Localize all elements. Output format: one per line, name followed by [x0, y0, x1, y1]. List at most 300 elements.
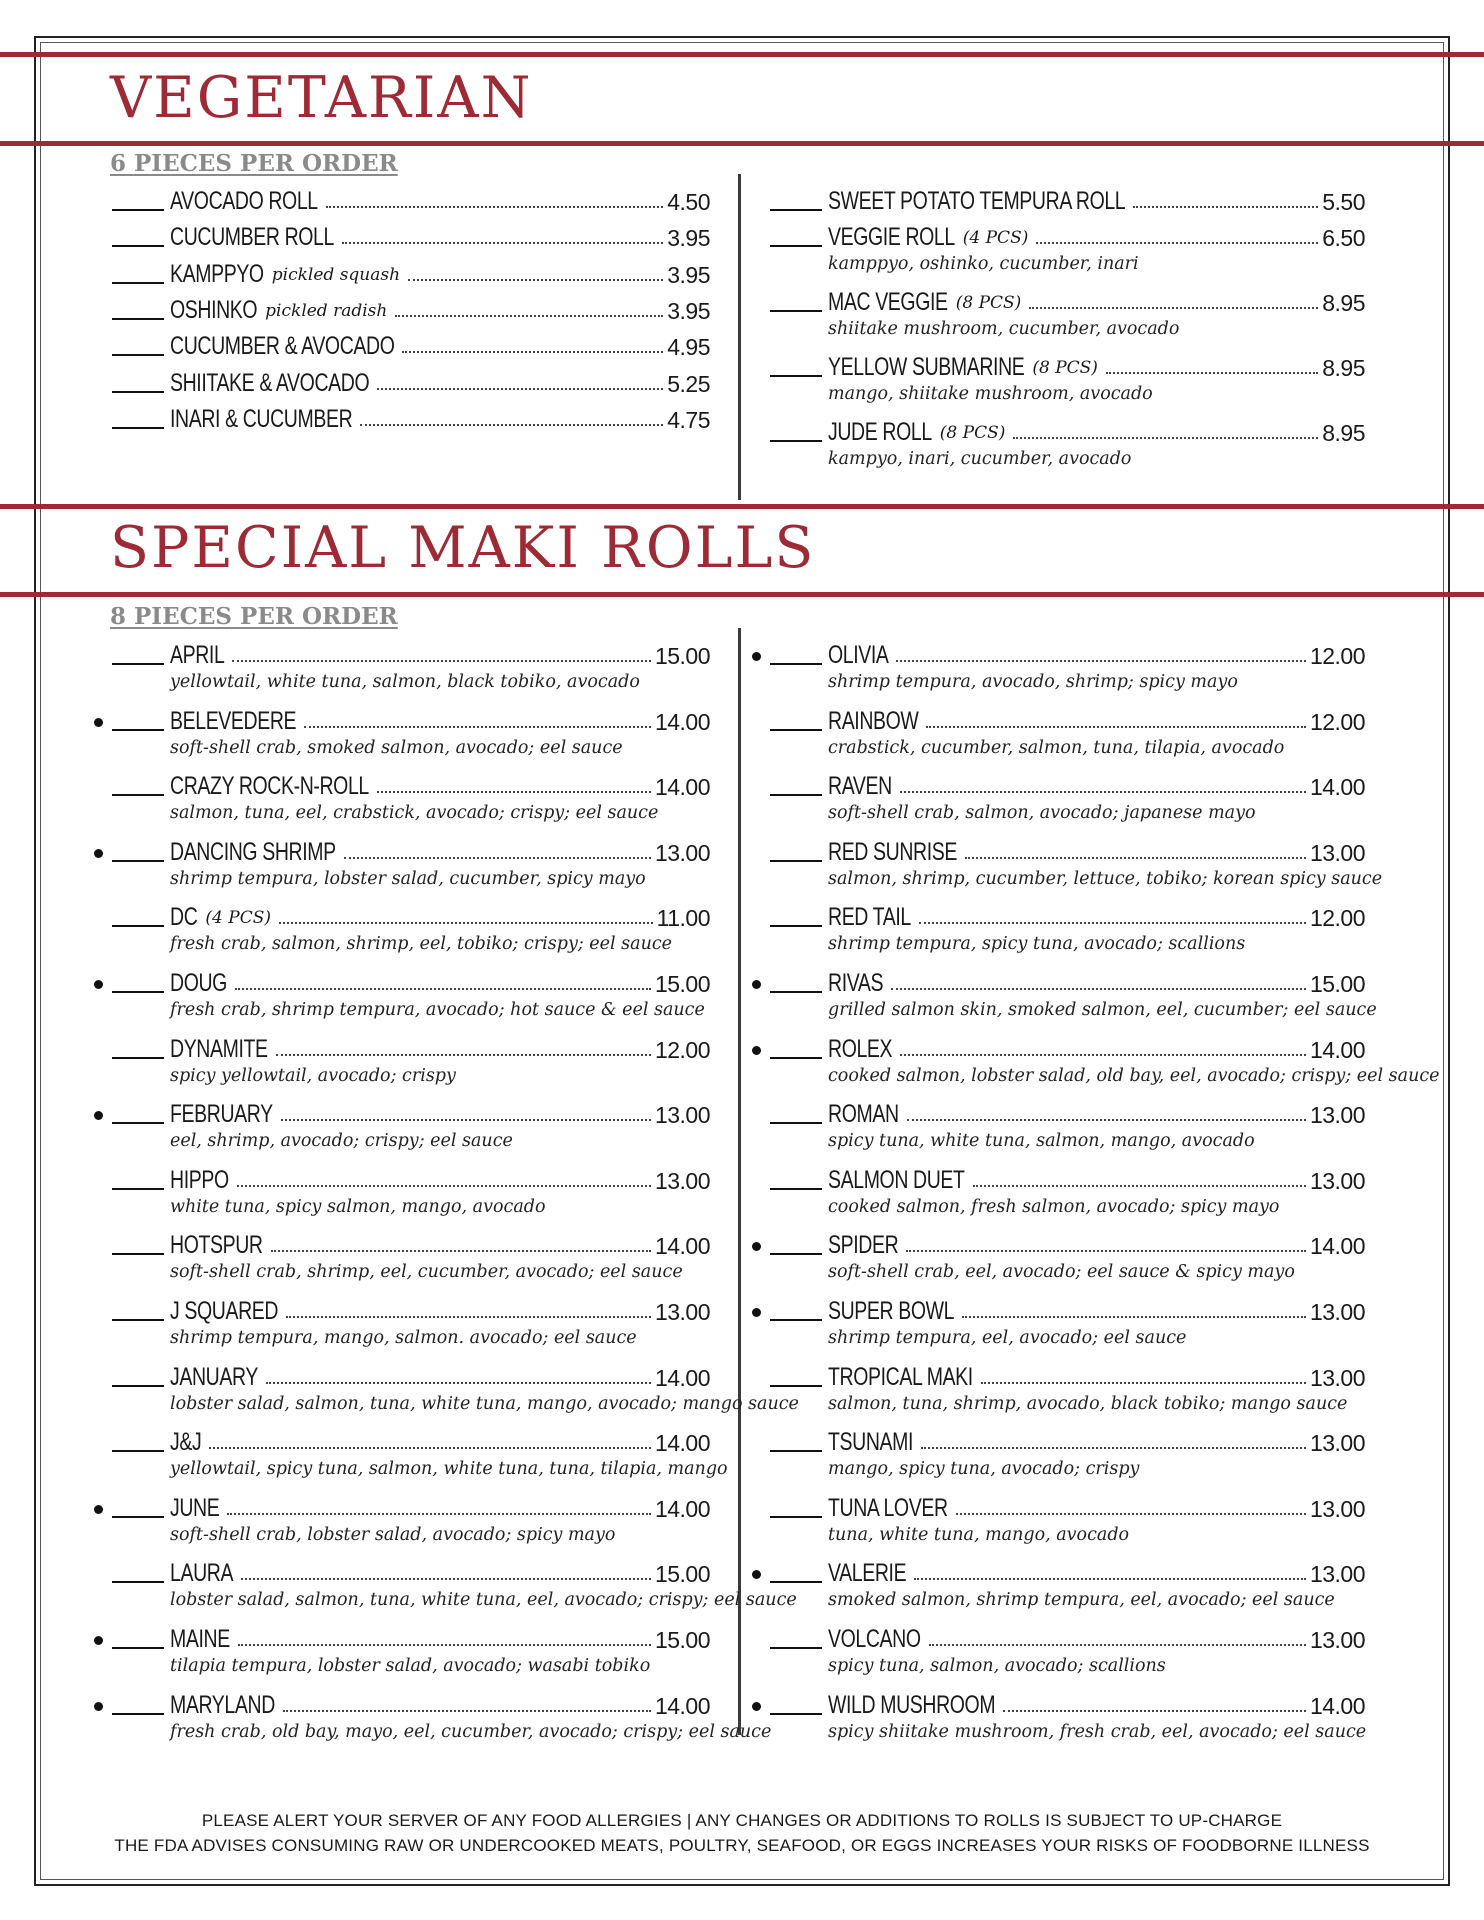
menu-item-salmon-duet	[768, 1161, 1365, 1223]
menu-item-row	[828, 1161, 1365, 1193]
menu-item-inari-and-cucumber	[110, 400, 710, 462]
menu-item-price: 4.75	[667, 406, 710, 433]
quantity-blank-line	[112, 209, 164, 211]
dot-leader	[279, 922, 653, 924]
menu-item-valerie	[768, 1554, 1365, 1616]
menu-item-price: 15.00	[1309, 971, 1365, 997]
menu-item-name: OSHINKO	[170, 295, 258, 324]
menu-item-name: DC	[170, 903, 198, 932]
dot-leader	[921, 1447, 1306, 1449]
menu-item-row	[170, 1358, 710, 1390]
menu-item-price: 5.25	[667, 370, 710, 397]
menu-item-description: smoked salmon, shrimp tempura, eel, avocado; eel sauce	[828, 1590, 1335, 1611]
quantity-blank-line	[112, 1188, 164, 1190]
quantity-blank-line	[770, 991, 822, 993]
vegetarian-title: VEGETARIAN	[110, 65, 533, 131]
quantity-blank-line	[770, 375, 822, 377]
menu-item-name: OLIVIA	[828, 641, 889, 669]
menu-item-name: MAINE	[170, 1625, 230, 1653]
menu-item-row	[828, 898, 1365, 930]
menu-item-description: spicy tuna, white tuna, salmon, mango, avocado	[828, 1131, 1255, 1152]
menu-item-price: 15.00	[654, 1561, 710, 1588]
featured-bullet-icon	[94, 718, 103, 727]
dot-leader	[1106, 372, 1318, 374]
menu-item-row	[170, 1620, 710, 1652]
menu-item-row	[828, 182, 1365, 214]
menu-item-name: HIPPO	[170, 1165, 229, 1194]
menu-item-price: 12.00	[1309, 643, 1365, 669]
menu-item-description: mango, spicy tuna, avocado; crispy	[828, 1459, 1140, 1480]
menu-item-row	[170, 1030, 710, 1062]
menu-item-description: fresh crab, old bay, mayo, eel, cucumber, avocado; crispy; eel sauce	[170, 1721, 772, 1742]
menu-item-price: 8.95	[1322, 290, 1365, 316]
menu-item-price: 4.50	[667, 189, 710, 215]
menu-item-dynamite	[110, 1030, 710, 1092]
menu-item-price: 14.00	[1309, 1233, 1365, 1260]
dot-leader	[344, 857, 651, 859]
dot-leader	[907, 1119, 1306, 1121]
quantity-blank-line	[770, 1057, 822, 1059]
menu-item-price: 13.00	[654, 839, 710, 866]
menu-item-row	[170, 1554, 710, 1586]
dot-leader	[896, 660, 1306, 662]
quantity-blank-line	[770, 729, 822, 731]
menu-item-name: JANUARY	[170, 1362, 258, 1391]
menu-item-red-sunrise	[768, 833, 1383, 895]
menu-item-maryland	[110, 1686, 772, 1748]
menu-item-rivas	[768, 964, 1377, 1026]
menu-item-price: 13.00	[1309, 1167, 1365, 1194]
menu-item-row	[170, 400, 710, 432]
quantity-blank-line	[770, 860, 822, 862]
menu-item-description: soft-shell crab, smoked salmon, avocado; eel sauce	[170, 737, 623, 758]
menu-item-laura	[110, 1554, 797, 1616]
dot-leader	[962, 1316, 1306, 1318]
menu-item-price: 5.50	[1322, 189, 1365, 215]
featured-bullet-icon	[752, 1308, 761, 1317]
quantity-blank-line	[112, 282, 164, 284]
dot-leader	[238, 1644, 651, 1646]
dot-leader	[906, 1250, 1306, 1252]
menu-item-description: yellowtail, white tuna, salmon, black tobiko, avocado	[170, 672, 640, 692]
menu-item-olivia	[768, 636, 1365, 698]
menu-item-name: SUPER BOWL	[828, 1297, 955, 1325]
menu-item-price: 3.95	[667, 297, 710, 324]
menu-item-row	[170, 255, 710, 287]
special-rule-bottom	[0, 592, 1484, 597]
menu-item-row	[828, 1423, 1365, 1455]
quantity-blank-line	[112, 1647, 164, 1649]
menu-item-description: tuna, white tuna, mango, avocado	[828, 1524, 1130, 1545]
menu-item-row	[828, 1686, 1365, 1718]
dot-leader	[929, 1644, 1306, 1646]
menu-item-row	[828, 348, 1365, 380]
menu-item-description: salmon, tuna, eel, crabstick, avocado; crispy; eel sauce	[170, 803, 659, 824]
menu-item-row	[170, 1226, 710, 1258]
menu-item-red-tail	[768, 898, 1365, 960]
menu-item-price: 14.00	[1309, 774, 1365, 801]
menu-item-name: WILD MUSHROOM	[828, 1690, 996, 1719]
dot-leader	[973, 1185, 1306, 1187]
menu-item-price: 11.00	[656, 905, 710, 932]
quantity-blank-line	[112, 391, 164, 393]
menu-item-row	[170, 833, 710, 865]
menu-item-row	[828, 964, 1365, 996]
menu-item-row	[170, 182, 710, 214]
menu-item-description: mango, shiitake mushroom, avocado	[828, 384, 1153, 404]
menu-item-row	[828, 218, 1365, 250]
menu-item-price: 3.95	[667, 261, 710, 288]
dot-leader	[956, 1513, 1306, 1515]
menu-item-maine	[110, 1620, 710, 1682]
featured-bullet-icon	[752, 652, 761, 661]
menu-item-row	[828, 702, 1365, 734]
menu-item-row	[170, 327, 710, 359]
dot-leader	[304, 726, 651, 728]
dot-leader	[266, 1382, 651, 1384]
menu-item-description: salmon, shrimp, cucumber, lettuce, tobiko; korean spicy sauce	[828, 868, 1383, 889]
fda-advisory: THE FDA ADVISES CONSUMING RAW OR UNDERCOOKED MEATS, POULTRY, SEAFOOD, OR EGGS INCREASES YOUR RISKS OF FOODBORNE ILLNESS	[114, 1836, 1370, 1855]
menu-item-row	[828, 833, 1365, 865]
menu-item-name: ROMAN	[828, 1100, 899, 1129]
dot-leader	[286, 1316, 651, 1318]
dot-leader	[914, 1578, 1306, 1580]
menu-item-name: RED TAIL	[828, 903, 911, 932]
quantity-blank-line	[770, 1581, 822, 1583]
menu-item-note: pickled radish	[265, 300, 388, 321]
menu-item-price: 14.00	[654, 1430, 710, 1457]
menu-item-description: lobster salad, salmon, tuna, white tuna, mango, avocado; mango sauce	[170, 1393, 799, 1414]
quantity-blank-line	[112, 794, 164, 796]
dot-leader	[1003, 1710, 1306, 1712]
menu-item-name: YELLOW SUBMARINE	[828, 353, 1025, 381]
menu-item-price: 13.00	[1309, 1364, 1365, 1391]
vegetarian-rule-top	[0, 52, 1484, 57]
dot-leader	[395, 315, 663, 317]
dot-leader	[235, 988, 651, 990]
menu-item-description: soft-shell crab, shrimp, eel, cucumber, avocado; eel sauce	[170, 1262, 683, 1283]
quantity-blank-line	[112, 1713, 164, 1715]
menu-item-row	[170, 702, 710, 734]
dot-leader	[342, 242, 663, 244]
quantity-blank-line	[112, 860, 164, 862]
dot-leader	[1013, 437, 1318, 439]
menu-item-price: 14.00	[654, 1233, 710, 1260]
menu-item-super-bowl	[768, 1292, 1365, 1354]
menu-item-price: 14.00	[654, 1495, 710, 1522]
menu-item-row	[828, 1095, 1365, 1127]
quantity-blank-line	[770, 925, 822, 927]
menu-item-description: grilled salmon skin, smoked salmon, eel, cucumber; eel sauce	[828, 1000, 1377, 1020]
featured-bullet-icon	[752, 1702, 761, 1711]
dot-leader	[232, 660, 651, 662]
menu-item-veggie-roll	[768, 218, 1365, 280]
menu-item-price: 14.00	[654, 1364, 710, 1391]
menu-item-price: 12.00	[1309, 905, 1365, 932]
menu-item-price: 13.00	[1309, 1102, 1365, 1129]
dot-leader	[377, 388, 663, 390]
menu-item-row	[170, 1292, 710, 1324]
menu-item-hotspur	[110, 1226, 710, 1288]
dot-leader	[926, 726, 1306, 728]
menu-item-tuna-lover	[768, 1489, 1365, 1551]
menu-item-june	[110, 1489, 710, 1551]
menu-item-price: 15.00	[654, 643, 710, 669]
menu-item-name: DOUG	[170, 969, 227, 997]
quantity-blank-line	[112, 925, 164, 927]
menu-item-description: tilapia tempura, lobster salad, avocado; wasabi tobiko	[170, 1656, 651, 1676]
menu-item-row	[828, 1554, 1365, 1586]
menu-item-row	[828, 767, 1365, 799]
quantity-blank-line	[770, 1385, 822, 1387]
menu-item-row	[170, 636, 710, 668]
menu-item-description: crabstick, cucumber, salmon, tuna, tilapia, avocado	[828, 737, 1285, 758]
menu-item-rolex	[768, 1030, 1440, 1092]
menu-item-name: RIVAS	[828, 969, 884, 997]
menu-item-name: AVOCADO ROLL	[170, 187, 318, 215]
allergy-notice: PLEASE ALERT YOUR SERVER OF ANY FOOD ALLERGIES | ANY CHANGES OR ADDITIONS TO ROLLS IS SUBJECT TO UP-CHARGE	[201, 1811, 1283, 1830]
menu-item-description: soft-shell crab, eel, avocado; eel sauce & spicy mayo	[828, 1262, 1295, 1283]
menu-item-rainbow	[768, 702, 1365, 764]
dot-leader	[360, 424, 663, 426]
menu-item-row	[828, 1226, 1365, 1258]
menu-item-name: RAINBOW	[828, 706, 919, 735]
dot-leader	[271, 1250, 651, 1252]
menu-item-wild-mushroom	[768, 1686, 1365, 1748]
menu-item-price: 13.00	[654, 1167, 710, 1194]
menu-item-name: MARYLAND	[170, 1690, 275, 1719]
quantity-blank-line	[770, 663, 822, 665]
dot-leader	[276, 1054, 651, 1056]
menu-item-price: 14.00	[654, 708, 710, 735]
vegetarian-subtitle: 6 PIECES PER ORDER	[110, 150, 398, 177]
menu-item-name: APRIL	[170, 641, 225, 669]
quantity-blank-line	[112, 1581, 164, 1583]
menu-item-description: eel, shrimp, avocado; crispy; eel sauce	[170, 1131, 513, 1152]
quantity-blank-line	[770, 310, 822, 312]
dot-leader	[900, 1054, 1306, 1056]
menu-item-tropical-maki	[768, 1358, 1365, 1420]
menu-item-dancing-shrimp	[110, 833, 710, 895]
quantity-blank-line	[770, 1713, 822, 1715]
special-rule-top	[0, 504, 1484, 509]
dot-leader	[408, 279, 663, 281]
menu-item-row	[170, 767, 710, 799]
quantity-blank-line	[770, 1516, 822, 1518]
quantity-blank-line	[112, 1253, 164, 1255]
quantity-blank-line	[112, 1122, 164, 1124]
menu-item-april	[110, 636, 710, 698]
menu-item-description: white tuna, spicy salmon, mango, avocado	[170, 1196, 546, 1217]
vegetarian-rule-bottom	[0, 141, 1484, 146]
quantity-blank-line	[770, 1647, 822, 1649]
menu-item-spider	[768, 1226, 1365, 1288]
menu-item-description: spicy shiitake mushroom, fresh crab, eel, avocado; eel sauce	[828, 1721, 1367, 1742]
dot-leader	[1133, 206, 1318, 208]
menu-item-j-squared	[110, 1292, 710, 1354]
quantity-blank-line	[770, 1188, 822, 1190]
menu-item-name: SHIITAKE & AVOCADO	[170, 368, 370, 397]
menu-item-price: 13.00	[654, 1299, 710, 1325]
menu-item-price: 14.00	[654, 774, 710, 801]
menu-item-piece-count: (8 PCS)	[939, 423, 1006, 443]
menu-item-row	[828, 413, 1365, 445]
menu-item-tsunami	[768, 1423, 1365, 1485]
menu-item-roman	[768, 1095, 1365, 1157]
menu-item-row	[828, 1292, 1365, 1324]
menu-item-price: 12.00	[1309, 708, 1365, 735]
menu-item-name: VALERIE	[828, 1559, 907, 1588]
menu-item-price: 14.00	[1309, 1692, 1365, 1719]
quantity-blank-line	[112, 991, 164, 993]
dot-leader	[326, 206, 663, 208]
menu-item-piece-count: (4 PCS)	[205, 908, 271, 929]
quantity-blank-line	[112, 1450, 164, 1452]
menu-item-description: kampyo, inari, cucumber, avocado	[828, 449, 1132, 469]
menu-item-row	[828, 1620, 1365, 1652]
quantity-blank-line	[770, 1450, 822, 1452]
dot-leader	[1036, 242, 1318, 244]
menu-item-name: ROLEX	[828, 1034, 893, 1063]
featured-bullet-icon	[94, 849, 103, 858]
menu-item-row	[170, 1423, 710, 1455]
menu-item-name: SALMON DUET	[828, 1165, 965, 1194]
menu-item-name: SWEET POTATO TEMPURA ROLL	[828, 187, 1126, 215]
dot-leader	[377, 791, 651, 793]
menu-item-row	[170, 291, 710, 323]
menu-item-name: J SQUARED	[170, 1297, 279, 1325]
menu-item-description: shrimp tempura, avocado, shrimp; spicy mayo	[828, 672, 1238, 692]
menu-item-row	[170, 1095, 710, 1127]
dot-leader	[891, 988, 1306, 990]
menu-item-price: 14.00	[1309, 1036, 1365, 1063]
menu-item-name: DYNAMITE	[170, 1034, 268, 1063]
menu-item-description: cooked salmon, lobster salad, old bay, eel, avocado; crispy; eel sauce	[828, 1065, 1440, 1086]
menu-item-piece-count: (8 PCS)	[1032, 358, 1098, 378]
menu-item-description: kamppyo, oshinko, cucumber, inari	[828, 254, 1139, 274]
menu-item-description: yellowtail, spicy tuna, salmon, white tuna, tuna, tilapia, mango	[170, 1459, 728, 1480]
menu-item-row	[828, 283, 1365, 315]
dot-leader	[227, 1513, 651, 1515]
featured-bullet-icon	[94, 980, 103, 989]
featured-bullet-icon	[752, 980, 761, 989]
menu-item-hippo	[110, 1161, 710, 1223]
quantity-blank-line	[770, 245, 822, 247]
menu-item-jude-roll	[768, 413, 1365, 475]
dot-leader	[281, 1119, 651, 1121]
menu-item-dc	[110, 898, 710, 960]
dot-leader	[1029, 307, 1318, 309]
menu-item-price: 13.00	[1309, 1495, 1365, 1522]
menu-item-name: CRAZY ROCK-N-ROLL	[170, 772, 369, 801]
menu-item-name: TSUNAMI	[828, 1428, 914, 1457]
menu-item-row	[170, 964, 710, 996]
menu-item-crazy-rock-n-roll	[110, 767, 710, 829]
featured-bullet-icon	[752, 1046, 761, 1055]
menu-item-price: 13.00	[1309, 1561, 1365, 1588]
featured-bullet-icon	[94, 1636, 103, 1645]
dot-leader	[919, 922, 1306, 924]
menu-item-name: J&J	[170, 1428, 202, 1457]
quantity-blank-line	[770, 1319, 822, 1321]
menu-item-row	[828, 1358, 1365, 1390]
menu-item-name: JUNE	[170, 1493, 220, 1522]
menu-item-description: lobster salad, salmon, tuna, white tuna, eel, avocado; crispy; eel sauce	[170, 1590, 797, 1611]
menu-item-february	[110, 1095, 710, 1157]
menu-item-description: shiitake mushroom, cucumber, avocado	[828, 319, 1180, 339]
featured-bullet-icon	[94, 1702, 103, 1711]
menu-item-name: CUCUMBER ROLL	[170, 223, 334, 252]
menu-item-name: FEBRUARY	[170, 1100, 273, 1129]
menu-item-description: shrimp tempura, eel, avocado; eel sauce	[828, 1328, 1187, 1348]
quantity-blank-line	[770, 209, 822, 211]
menu-item-name: RAVEN	[828, 772, 892, 801]
menu-item-jandj	[110, 1423, 728, 1485]
menu-item-name: LAURA	[170, 1559, 234, 1588]
menu-item-name: VOLCANO	[828, 1625, 921, 1653]
menu-item-description: soft-shell crab, salmon, avocado; japanese mayo	[828, 803, 1256, 824]
dot-leader	[402, 351, 663, 353]
menu-item-name: VEGGIE ROLL	[828, 223, 955, 251]
menu-item-volcano	[768, 1620, 1365, 1682]
menu-item-price: 13.00	[1309, 1430, 1365, 1457]
menu-item-name: TUNA LOVER	[828, 1493, 948, 1522]
menu-item-description: shrimp tempura, spicy tuna, avocado; scallions	[828, 934, 1246, 955]
menu-item-belevedere	[110, 702, 710, 764]
quantity-blank-line	[770, 440, 822, 442]
menu-item-row	[170, 364, 710, 396]
menu-item-piece-count: (4 PCS)	[962, 228, 1029, 248]
menu-item-description: soft-shell crab, lobster salad, avocado; spicy mayo	[170, 1524, 616, 1545]
menu-item-price: 4.95	[667, 334, 710, 361]
quantity-blank-line	[112, 427, 164, 429]
menu-item-description: salmon, tuna, shrimp, avocado, black tobiko; mango sauce	[828, 1393, 1348, 1414]
dot-leader	[965, 857, 1306, 859]
quantity-blank-line	[112, 729, 164, 731]
menu-item-price: 8.95	[1322, 420, 1365, 446]
quantity-blank-line	[770, 1122, 822, 1124]
vegetarian-column-divider	[738, 174, 741, 500]
dot-leader	[283, 1710, 651, 1712]
menu-item-description: fresh crab, salmon, shrimp, eel, tobiko; crispy; eel sauce	[170, 934, 673, 955]
quantity-blank-line	[770, 1253, 822, 1255]
menu-item-row	[828, 1489, 1365, 1521]
menu-item-name: DANCING SHRIMP	[170, 837, 336, 866]
quantity-blank-line	[112, 1516, 164, 1518]
menu-item-description: spicy tuna, salmon, avocado; scallions	[828, 1656, 1166, 1676]
menu-item-price: 13.00	[654, 1102, 710, 1129]
menu-item-row	[170, 1161, 710, 1193]
dot-leader	[981, 1382, 1306, 1384]
menu-item-price: 13.00	[1309, 839, 1365, 866]
menu-item-name: HOTSPUR	[170, 1231, 263, 1260]
menu-item-price: 13.00	[1309, 1299, 1365, 1325]
menu-item-row	[170, 218, 710, 250]
menu-item-note: pickled squash	[271, 264, 401, 285]
menu-item-name: JUDE ROLL	[828, 418, 932, 446]
special-column-divider	[738, 628, 741, 1735]
quantity-blank-line	[112, 1057, 164, 1059]
menu-item-name: RED SUNRISE	[828, 837, 957, 866]
menu-item-raven	[768, 767, 1365, 829]
menu-item-description: cooked salmon, fresh salmon, avocado; spicy mayo	[828, 1196, 1280, 1217]
menu-item-row	[170, 898, 710, 930]
menu-item-name: INARI & CUCUMBER	[170, 404, 353, 433]
menu-item-price: 15.00	[654, 971, 710, 997]
menu-item-name: MAC VEGGIE	[828, 288, 948, 316]
special-subtitle: 8 PIECES PER ORDER	[110, 603, 398, 630]
menu-item-price: 15.00	[654, 1627, 710, 1653]
